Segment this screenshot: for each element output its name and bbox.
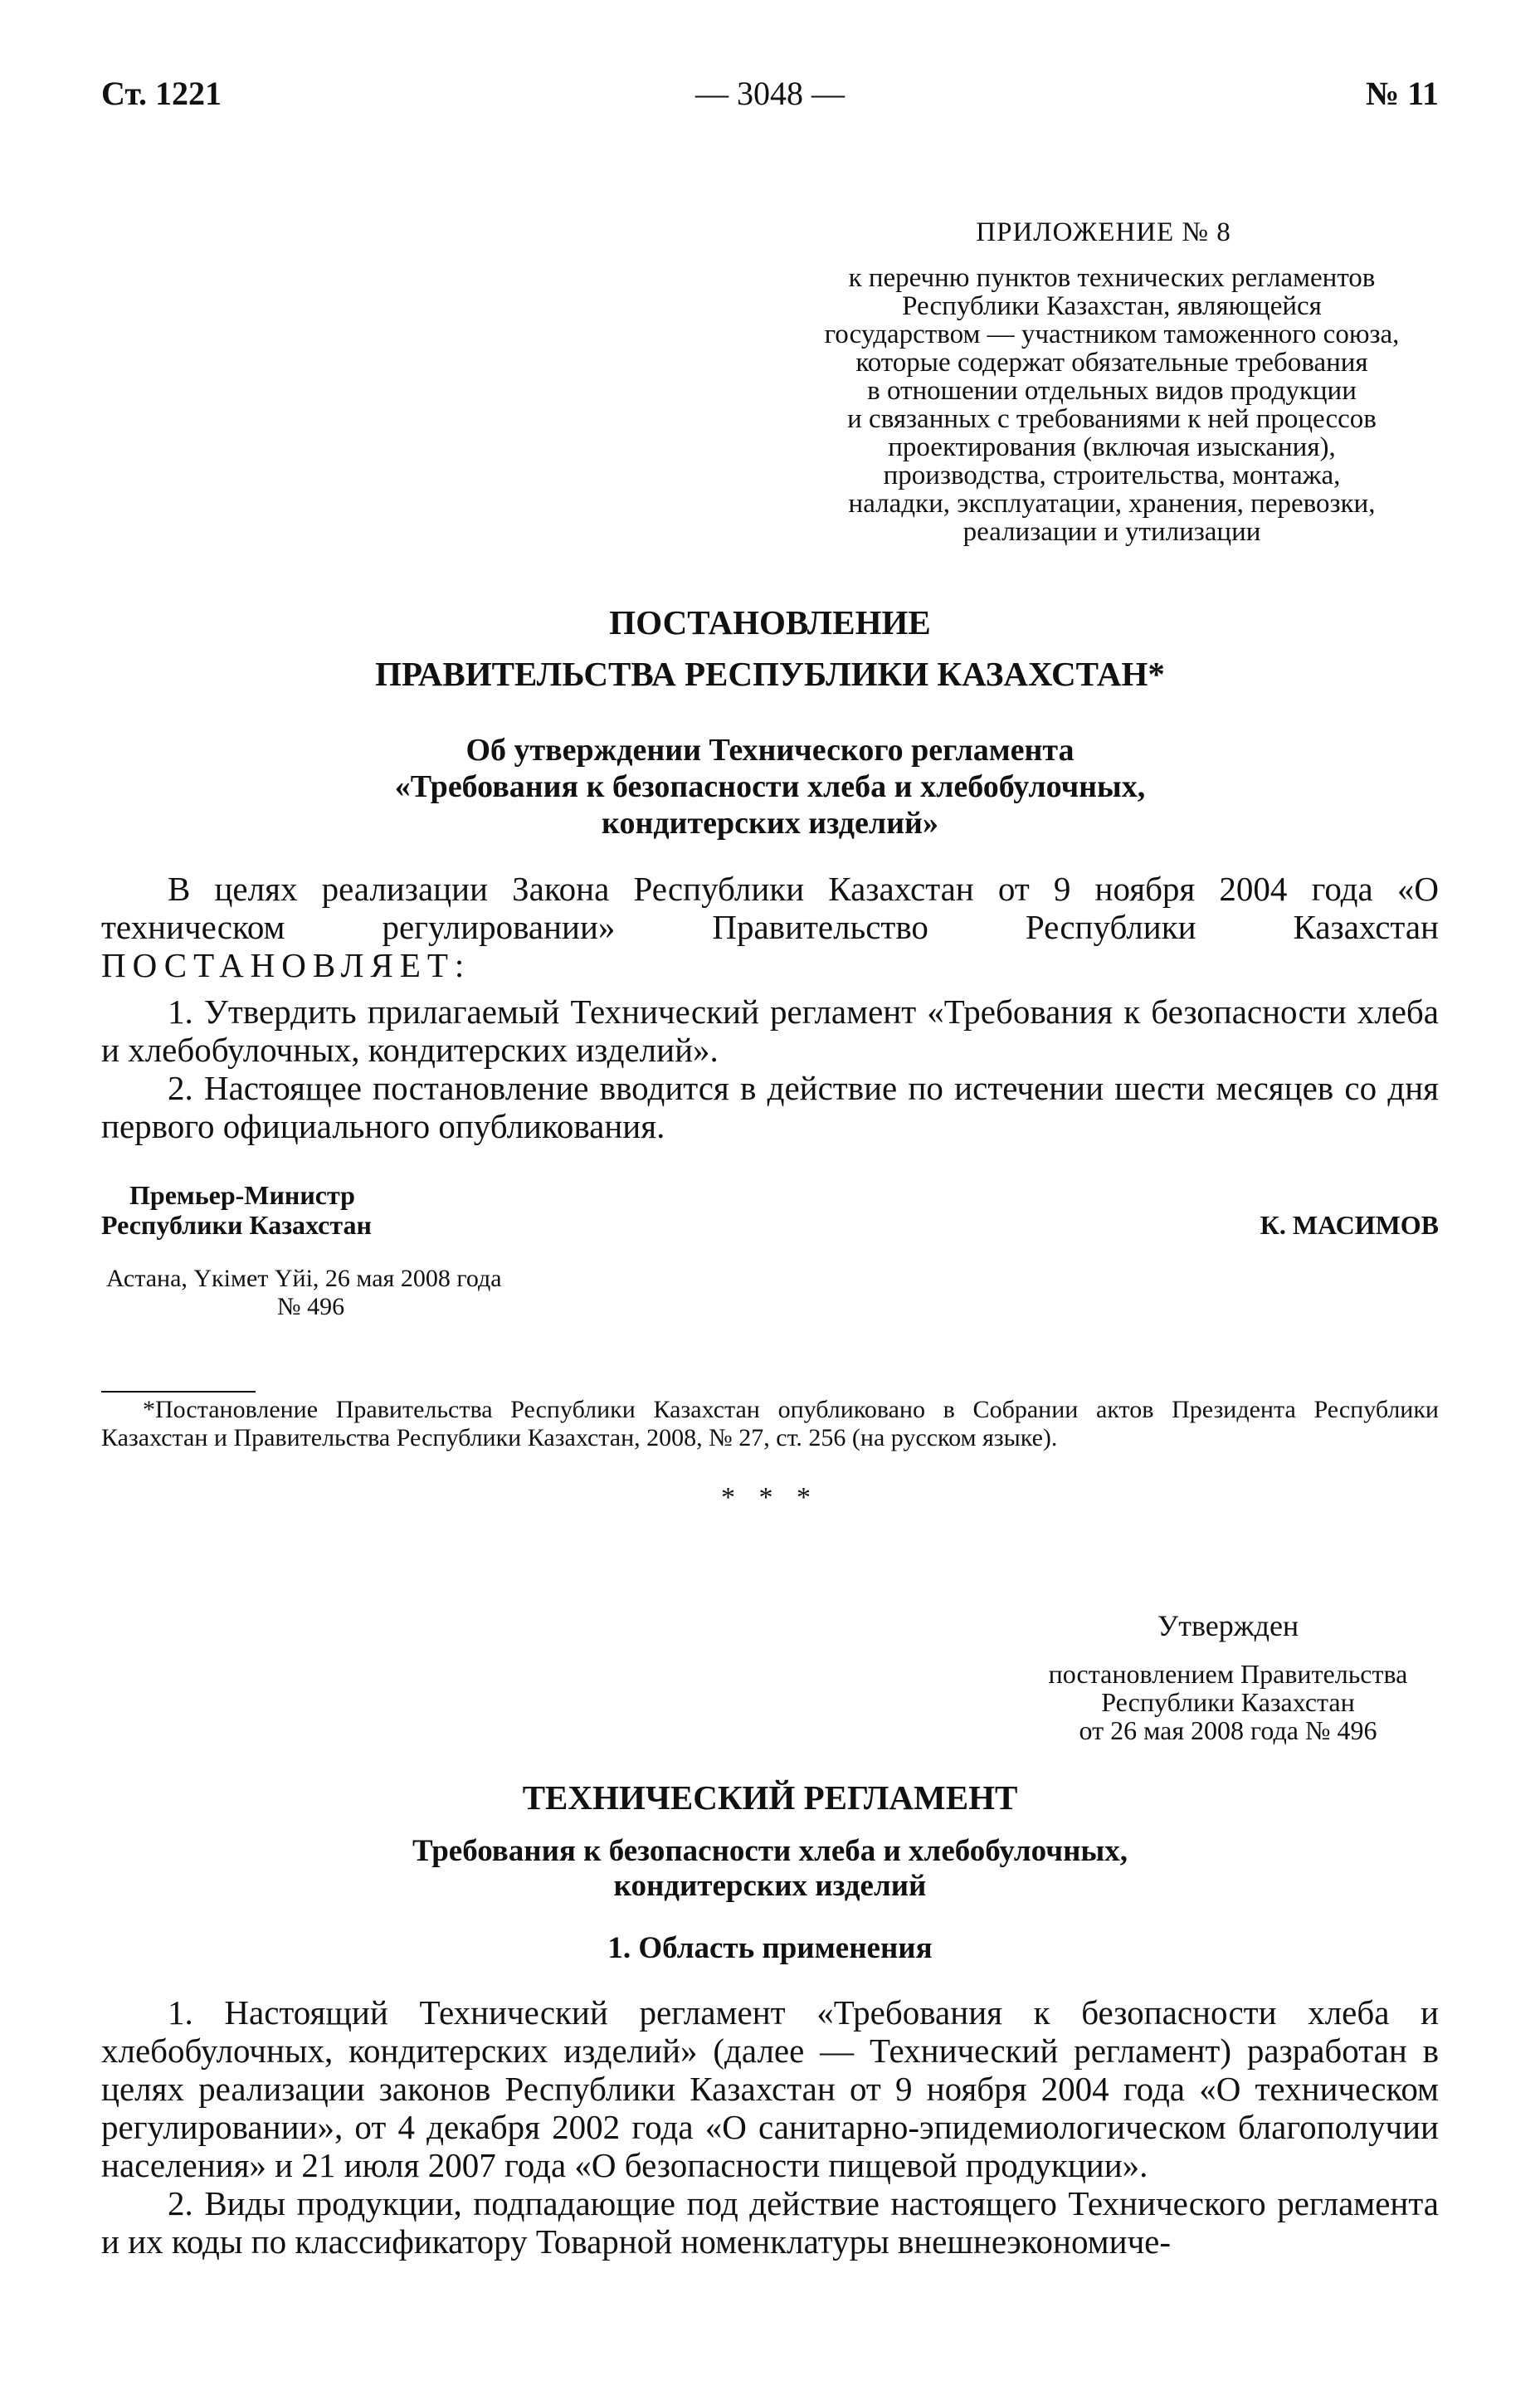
footnote-rule	[101, 1391, 256, 1393]
regulation-paragraph-1: 1. Настоящий Технический регламент «Требования к безопасности хлеба и хлебобулочных, кондитерских изделий» (далее — Технический регламент) разработан в целях реализации законов Республики Казахстан от 9 ноября 2004 года «О техническом регулировании», от 4 декабря 2002 года «О санитарно-эпидемиологическом благополучии населения» и 21 июля 2007 года «О безопасности пищевой продукции».	[101, 1993, 1439, 2184]
signatory-position	[101, 1180, 516, 1240]
appendix-line: государством — участником таможенного союза,	[824, 320, 1400, 349]
regulation-subtitle	[0, 1834, 1540, 1904]
approved-body	[996, 1660, 1460, 1744]
appendix-body	[763, 264, 1460, 546]
resolution-subject-line: «Требования к безопасности хлеба и хлебобулочных,	[394, 769, 1146, 804]
decree-word: ПОСТАНОВЛЯЕТ:	[101, 946, 471, 984]
resolution-subject	[0, 732, 1540, 841]
page-number: — 3048 —	[695, 75, 845, 112]
section-heading: 1. Область применения	[607, 1931, 933, 1965]
place-date-block	[106, 1265, 538, 1321]
resolution-body	[101, 870, 1439, 1145]
position-line: Республики Казахстан	[101, 1210, 372, 1240]
position-line: Премьер-Министр	[129, 1180, 355, 1210]
approved-line: постановлением Правительства	[1048, 1659, 1408, 1689]
signatory-name: К. МАСИМОВ	[1260, 1210, 1439, 1240]
appendix-title: ПРИЛОЖЕНИЕ № 8	[976, 217, 1231, 247]
section-separator: * * *	[721, 1482, 819, 1513]
appendix-line: реализации и утилизации	[962, 517, 1261, 547]
resolution-title-line1: ПОСТАНОВЛЕНИЕ	[609, 603, 931, 641]
appendix-line: и связанных с требованиями к ней процессов	[847, 404, 1377, 434]
place-date: Астана, Үкімет Үйі, 26 мая 2008 года	[106, 1265, 502, 1292]
regulation-subtitle-line: Требования к безопасности хлеба и хлебобулочных,	[412, 1834, 1128, 1868]
issue-number: № 11	[1366, 75, 1439, 112]
appendix-line: к перечню пунктов технических регламентов	[848, 263, 1376, 293]
resolution-subject-line: Об утверждении Технического регламента	[465, 733, 1075, 768]
regulation-body	[101, 1993, 1439, 2261]
resolution-subject-line: кондитерских изделий»	[602, 806, 938, 841]
preamble-text: В целях реализации Закона Республики Казахстан от 9 ноября 2004 года «О техническом регулировании» Правительство Республики Казахстан	[101, 870, 1439, 946]
resolution-title-line2: ПРАВИТЕЛЬСТВА РЕСПУБЛИКИ КАЗАХСТАН*	[375, 655, 1165, 693]
regulation-title: ТЕХНИЧЕСКИЙ РЕГЛАМЕНТ	[522, 1778, 1018, 1817]
resolution-item-2: 2. Настоящее постановление вводится в действие по истечении шести месяцев со дня первого официального опубликования.	[101, 1069, 1439, 1145]
approved-line: от 26 мая 2008 года № 496	[1079, 1715, 1377, 1745]
regulation-subtitle-line: кондитерских изделий	[613, 1869, 927, 1903]
article-number: Ст. 1221	[101, 75, 222, 112]
resolution-item-1: 1. Утвердить прилагаемый Технический регламент «Требования к безопасности хлеба и хлебобулочных, кондитерских изделий».	[101, 993, 1439, 1069]
appendix-line: проектирования (включая изыскания),	[888, 432, 1336, 462]
appendix-line: которые содержат обязательные требования	[855, 348, 1368, 378]
approved-title: Утвержден	[1157, 1609, 1299, 1642]
appendix-line: наладки, эксплуатации, хранения, перевозки,	[848, 489, 1376, 519]
appendix-line: Республики Казахстан, являющейся	[902, 291, 1322, 321]
approved-line: Республики Казахстан	[1101, 1687, 1355, 1717]
appendix-line: производства, строительства, монтажа,	[883, 461, 1341, 490]
resolution-preamble	[101, 870, 1439, 984]
regulation-paragraph-2: 2. Виды продукции, подпадающие под действие настоящего Технического регламента и их коды по классификатору Товарной номенклатуры внешнеэкономиче-	[101, 2184, 1439, 2261]
appendix-line: в отношении отдельных видов продукции	[867, 376, 1357, 406]
footnote	[101, 1396, 1439, 1452]
act-number: № 496	[277, 1293, 345, 1320]
footnote-text: *Постановление Правительства Республики Казахстан опубликовано в Собрании актов Президента Республики Казахстан и Правительства Республики Казахстан, 2008, № 27, ст. 256 (на русском языке).	[101, 1396, 1439, 1451]
